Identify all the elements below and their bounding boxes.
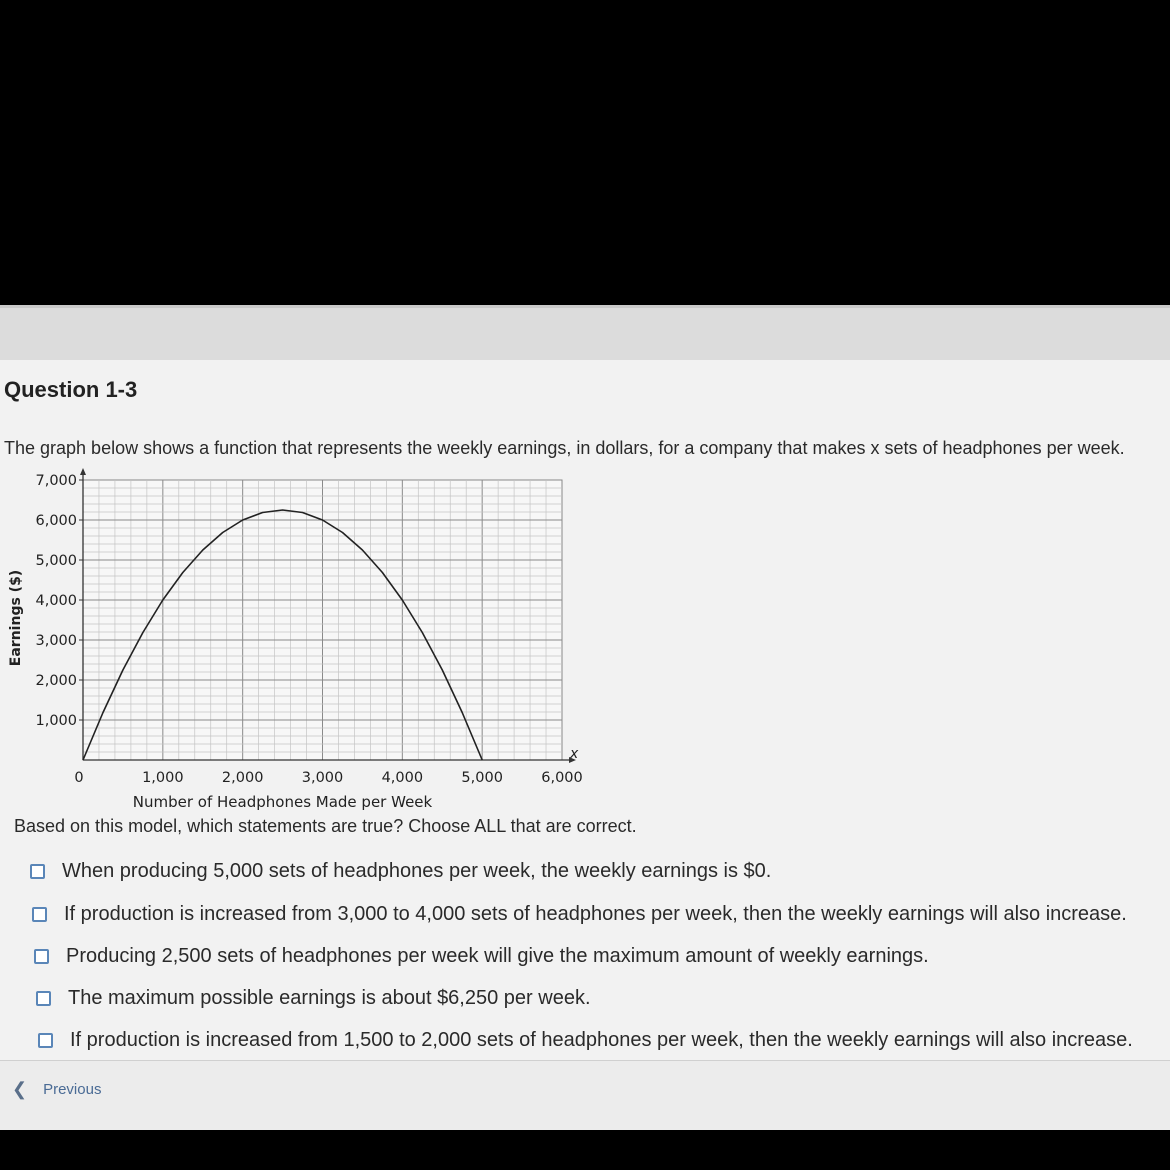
checkbox[interactable] — [34, 949, 49, 964]
question-title: Question 1-3 — [4, 377, 138, 402]
previous-label: Previous — [43, 1081, 102, 1098]
checkbox[interactable] — [32, 907, 47, 922]
checkbox[interactable] — [30, 864, 45, 879]
option-1[interactable] — [30, 860, 771, 883]
x-tick-label: 1,000 — [142, 770, 184, 786]
checkbox[interactable] — [38, 1033, 53, 1048]
footer-nav — [0, 1060, 1170, 1130]
chevron-left-icon: ❮ — [12, 1079, 28, 1099]
y-tick-label: 1,000 — [35, 713, 77, 729]
question-prompt: The graph below shows a function that represents the weekly earnings, in dollars, for a company that makes x sets of headphones per week. — [4, 438, 1125, 458]
option-5[interactable] — [38, 1029, 1133, 1052]
option-3[interactable] — [34, 945, 929, 968]
y-tick-label: 6,000 — [35, 513, 77, 529]
y-tick-label: 3,000 — [35, 633, 77, 649]
earnings-graph — [0, 463, 600, 813]
option-4[interactable] — [36, 987, 591, 1010]
y-tick-label: 5,000 — [35, 553, 77, 569]
previous-button[interactable] — [12, 1079, 101, 1100]
x-axis-label: Number of Headphones Made per Week — [132, 793, 433, 811]
y-tick-label: 4,000 — [35, 593, 77, 609]
y-axis-arrow — [80, 468, 86, 475]
top-bar — [0, 305, 1170, 360]
y-tick-label: 7,000 — [35, 473, 77, 489]
x-tick-label: 4,000 — [381, 770, 424, 786]
question-screen — [0, 305, 1170, 1130]
option-2[interactable] — [32, 903, 1127, 926]
option-label: If production is increased from 3,000 to 4,000 sets of headphones per week, then the weekly earnings will also increase. — [64, 903, 1127, 925]
question-instruction: Based on this model, which statements are true? Choose ALL that are correct. — [14, 816, 637, 836]
option-label: If production is increased from 1,500 to 2,000 sets of headphones per week, then the weekly earnings will also increase. — [70, 1029, 1133, 1051]
checkbox[interactable] — [36, 991, 51, 1006]
y-tick-label: 2,000 — [35, 673, 77, 689]
x-tick-label: 0 — [74, 770, 84, 786]
x-tick-label: 3,000 — [301, 770, 344, 786]
x-tick-label: 2,000 — [221, 770, 264, 786]
option-label: The maximum possible earnings is about $6,250 per week. — [68, 987, 591, 1009]
x-tick-label: 6,000 — [541, 770, 583, 786]
option-label: When producing 5,000 sets of headphones per week, the weekly earnings is $0. — [62, 860, 772, 882]
option-label: Producing 2,500 sets of headphones per week will give the maximum amount of weekly earnings. — [66, 945, 929, 967]
x-axis-variable: x — [570, 746, 579, 762]
y-axis-label: Earnings ($) — [8, 569, 24, 667]
x-tick-label: 5,000 — [461, 770, 503, 786]
